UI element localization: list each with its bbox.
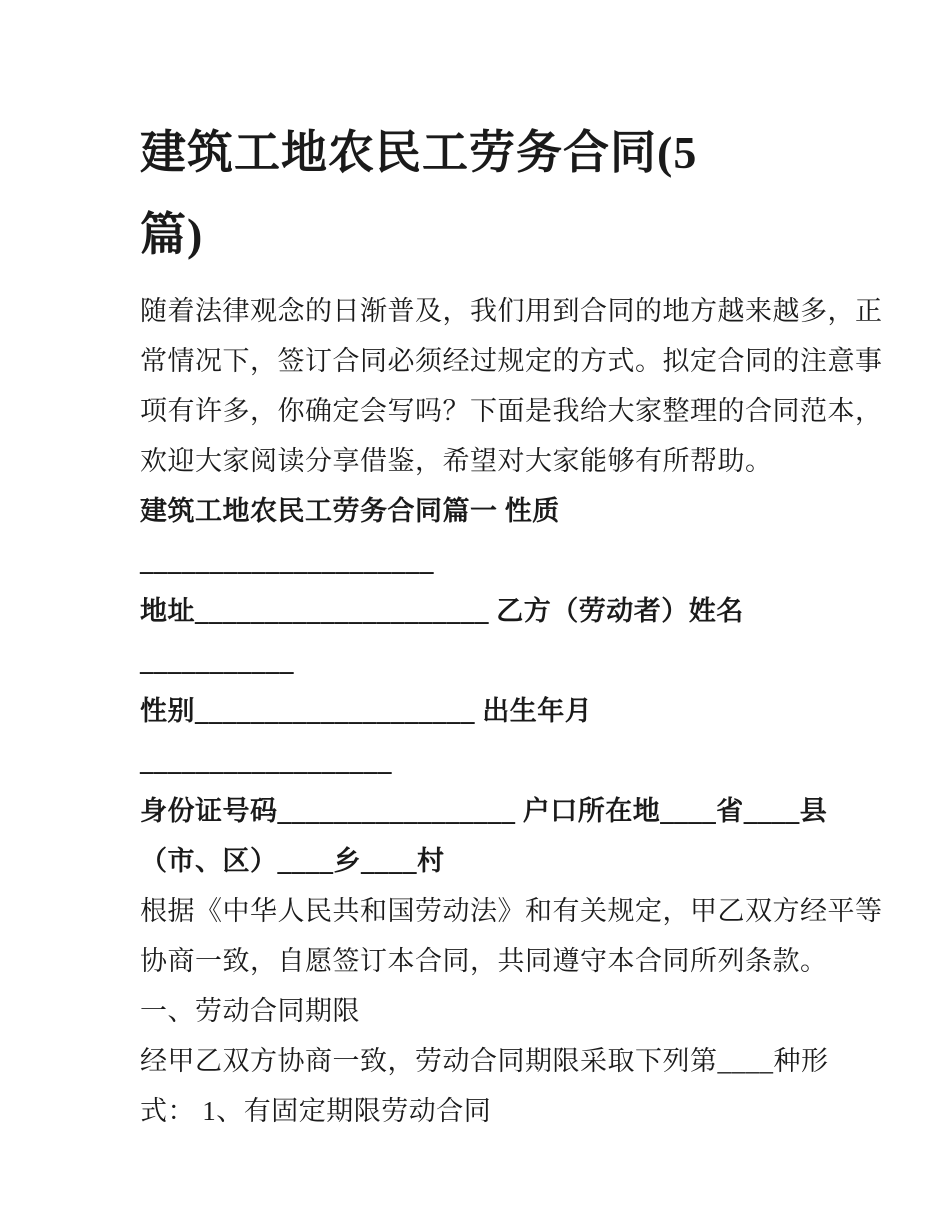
text-line: 常情况下，签订合同必须经过规定的方式。拟定合同的注意事 xyxy=(140,346,883,376)
text-line: 协商一致，自愿签订本合同，共同遵守本合同所列条款。 xyxy=(140,946,828,976)
address-field-line: 地址_____________________ 乙方（劳动者）姓名 xyxy=(140,596,744,626)
text-line: 项有许多，你确定会写吗？下面是我给大家整理的合同范本， xyxy=(140,396,883,426)
address-field-paragraph xyxy=(140,586,880,686)
document-body xyxy=(140,286,883,1136)
fill-in-blank-line: __________________ xyxy=(140,746,392,776)
intro-paragraph xyxy=(140,286,883,486)
text-line: 欢迎大家阅读分享借鉴，希望对大家能够有所帮助。 xyxy=(140,446,773,476)
gender-field-line: 性别____________________ 出生年月 xyxy=(140,696,593,726)
contract-term-paragraph xyxy=(140,1036,880,1136)
text-line: 式： 1、有固定期限劳动合同 xyxy=(140,1096,492,1126)
id-number-field-line: 身份证号码_________________ 户口所在地____省____县 xyxy=(140,796,828,826)
section-heading: 建筑工地农民工劳务合同篇一 性质 xyxy=(140,496,560,526)
page-title xyxy=(140,112,880,276)
text-line: 根据《中华人民共和国劳动法》和有关规定，甲乙双方经平等 xyxy=(140,896,883,926)
household-location-line: （市、区）____乡____村 xyxy=(140,846,445,876)
id-number-field-paragraph xyxy=(140,786,880,886)
text-line: 随着法律观念的日渐普及，我们用到合同的地方越来越多，正 xyxy=(140,296,883,326)
gender-field-paragraph xyxy=(140,686,880,786)
text-line: 经甲乙双方协商一致，劳动合同期限采取下列第____种形 xyxy=(140,1046,829,1076)
legal-basis-paragraph xyxy=(140,886,883,986)
fill-in-blank-line: _____________________ xyxy=(140,546,434,576)
page-title-line-2: 篇) xyxy=(140,209,204,260)
fill-in-blank-line: ___________ xyxy=(140,646,294,676)
clause-one-heading: 一、劳动合同期限 xyxy=(140,996,360,1026)
clause-one-heading-paragraph xyxy=(140,986,880,1036)
section-heading-paragraph xyxy=(140,486,880,586)
page-title-line-1: 建筑工地农民工劳务合同(5 xyxy=(140,127,698,178)
